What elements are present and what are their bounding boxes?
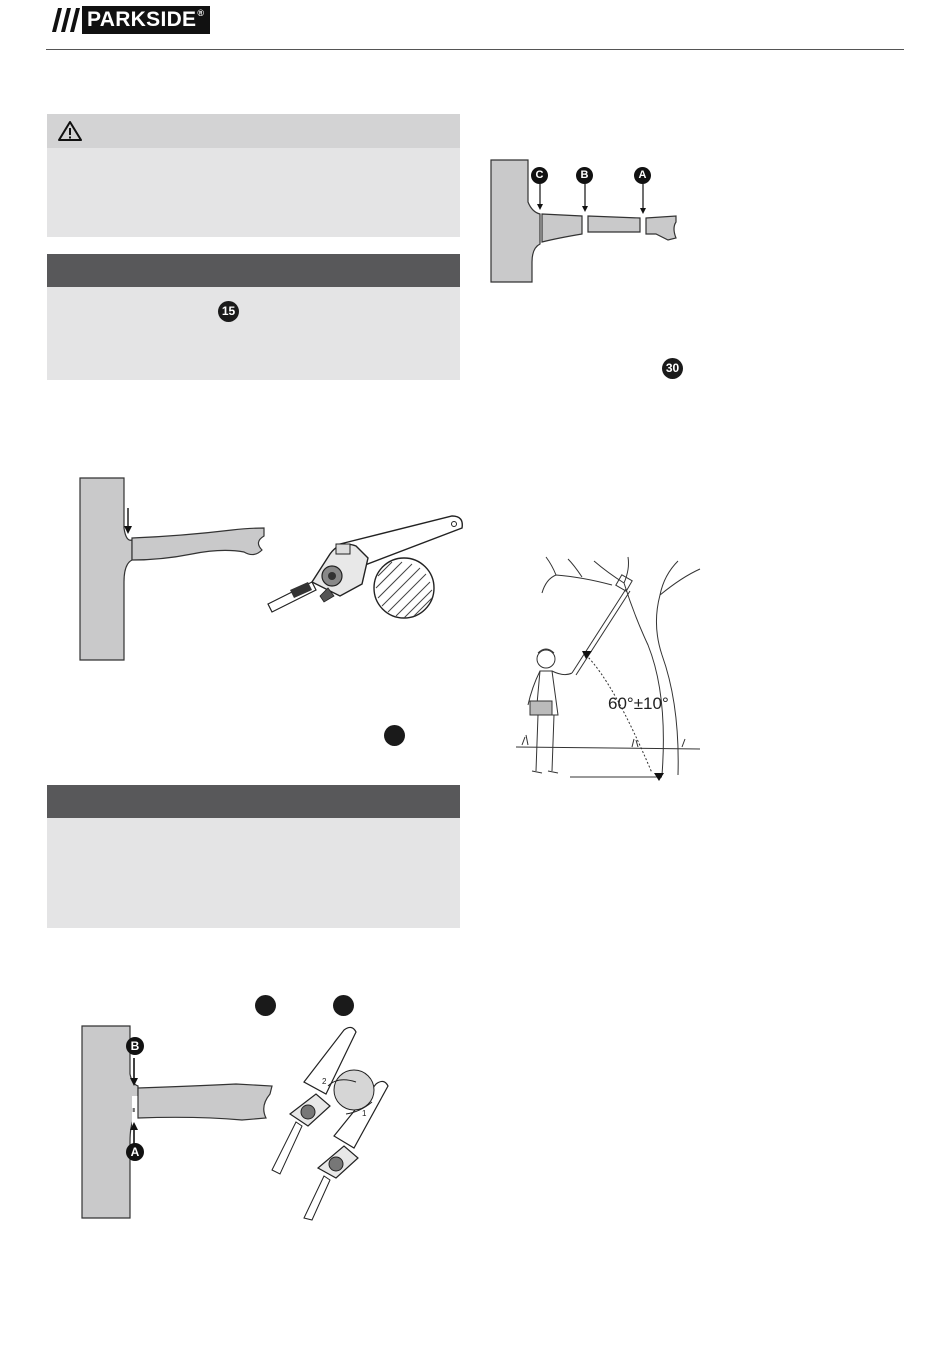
- figure-branch-cut: [72, 472, 472, 667]
- warning-box-header: [47, 114, 460, 148]
- marker-a: A: [634, 167, 651, 184]
- brand-logo: [46, 6, 210, 34]
- brand-name: PARKSIDE®: [82, 6, 210, 34]
- marker-a: A: [126, 1143, 144, 1161]
- logo-slashes-icon: [46, 6, 80, 34]
- note-box-1-header: [47, 254, 460, 287]
- header-rule: [46, 49, 904, 50]
- warning-box-body: [47, 148, 460, 237]
- note-box-2-header: [47, 785, 460, 818]
- reference-dot: [384, 725, 405, 746]
- angle-label: 60°±10°: [608, 694, 669, 713]
- reference-dot: [255, 995, 276, 1016]
- marker-b: B: [576, 167, 593, 184]
- reference-badge-30: 30: [662, 358, 683, 379]
- figure-operating-angle: [512, 555, 704, 787]
- marker-b: B: [126, 1037, 144, 1055]
- step-label-1: 1: [362, 1109, 367, 1118]
- marker-c: C: [531, 167, 548, 184]
- step-label-2: 2: [322, 1077, 327, 1086]
- warning-triangle-icon: [57, 120, 83, 142]
- note-box-2-body: [47, 818, 460, 928]
- reference-dot: [333, 995, 354, 1016]
- reference-badge-15: 15: [218, 301, 239, 322]
- note-box-1-body: [47, 287, 460, 380]
- figure-undercut: [76, 1022, 396, 1222]
